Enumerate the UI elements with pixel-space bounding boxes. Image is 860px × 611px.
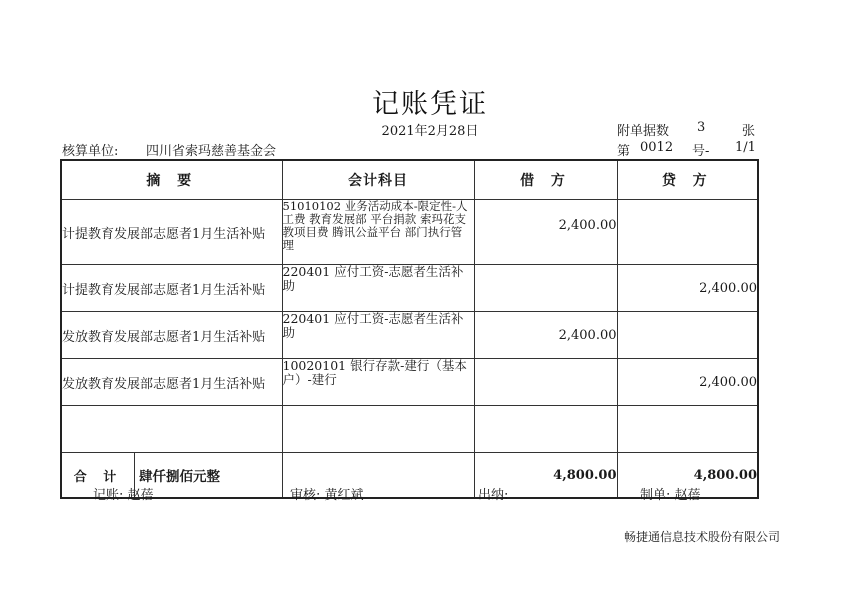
table-row bbox=[61, 265, 758, 312]
total-amount-words: 肆仟捌佰元整 bbox=[139, 469, 220, 485]
row-summary: 发放教育发展部志愿者1月生活补贴 bbox=[61, 312, 282, 359]
row-credit: 2,400.00 bbox=[617, 359, 758, 406]
row-debit bbox=[474, 359, 617, 406]
unit-label: 核算单位: bbox=[62, 144, 119, 159]
header-credit: 贷 方 bbox=[617, 160, 758, 200]
row-debit bbox=[474, 265, 617, 312]
preparer-signature: 制单: 赵蓓 bbox=[640, 488, 701, 503]
row-debit bbox=[474, 406, 617, 453]
attachments-count: 3 bbox=[697, 120, 706, 135]
table-header-row bbox=[61, 160, 758, 200]
unit-name: 四川省索玛慈善基金会 bbox=[146, 144, 277, 159]
attachments-unit: 张 bbox=[742, 124, 756, 139]
voucher-number: 0012 bbox=[640, 140, 674, 155]
row-credit bbox=[617, 406, 758, 453]
row-credit bbox=[617, 312, 758, 359]
voucher-prefix: 第 bbox=[617, 144, 631, 159]
voucher-suffix: 号- bbox=[692, 144, 710, 159]
row-summary: 计提教育发展部志愿者1月生活补贴 bbox=[61, 200, 282, 265]
bookkeeper-signature: 记账: 赵蓓 bbox=[93, 488, 154, 503]
total-credit: 4,800.00 bbox=[617, 453, 758, 499]
header-debit: 借 方 bbox=[474, 160, 617, 200]
header-subject: 会计科目 bbox=[282, 160, 474, 200]
row-subject: 10020101 银行存款-建行（基本户）-建行 bbox=[282, 359, 474, 406]
table-row bbox=[61, 200, 758, 265]
attachments-label: 附单据数 bbox=[617, 124, 670, 139]
total-debit: 4,800.00 bbox=[474, 453, 617, 499]
row-summary: 计提教育发展部志愿者1月生活补贴 bbox=[61, 265, 282, 312]
row-subject: 220401 应付工资-志愿者生活补助 bbox=[282, 265, 474, 312]
row-debit: 2,400.00 bbox=[474, 312, 617, 359]
table-row bbox=[61, 312, 758, 359]
voucher-title: 记账凭证 bbox=[372, 89, 488, 120]
header-summary: 摘 要 bbox=[61, 160, 282, 200]
software-company: 畅捷通信息技术股份有限公司 bbox=[624, 530, 781, 544]
row-summary bbox=[61, 406, 282, 453]
table-row bbox=[61, 359, 758, 406]
row-subject: 51010102 业务活动成本-限定性-人工费 教育发展部 平台捐款 索玛花支教项目费 腾讯公益平台 部门执行管理 bbox=[282, 200, 474, 265]
table-row-empty bbox=[61, 406, 758, 453]
total-label: 合 计 bbox=[62, 453, 135, 497]
cashier-signature: 出纳: bbox=[478, 488, 509, 503]
row-debit: 2,400.00 bbox=[474, 200, 617, 265]
voucher-table bbox=[60, 159, 759, 499]
row-subject: 220401 应付工资-志愿者生活补助 bbox=[282, 312, 474, 359]
voucher-page: 1/1 bbox=[735, 140, 756, 155]
voucher-date: 2021年2月28日 bbox=[381, 124, 479, 139]
row-credit: 2,400.00 bbox=[617, 265, 758, 312]
row-summary: 发放教育发展部志愿者1月生活补贴 bbox=[61, 359, 282, 406]
row-subject bbox=[282, 406, 474, 453]
row-credit bbox=[617, 200, 758, 265]
reviewer-signature: 审核: 黄红斌 bbox=[290, 488, 364, 503]
